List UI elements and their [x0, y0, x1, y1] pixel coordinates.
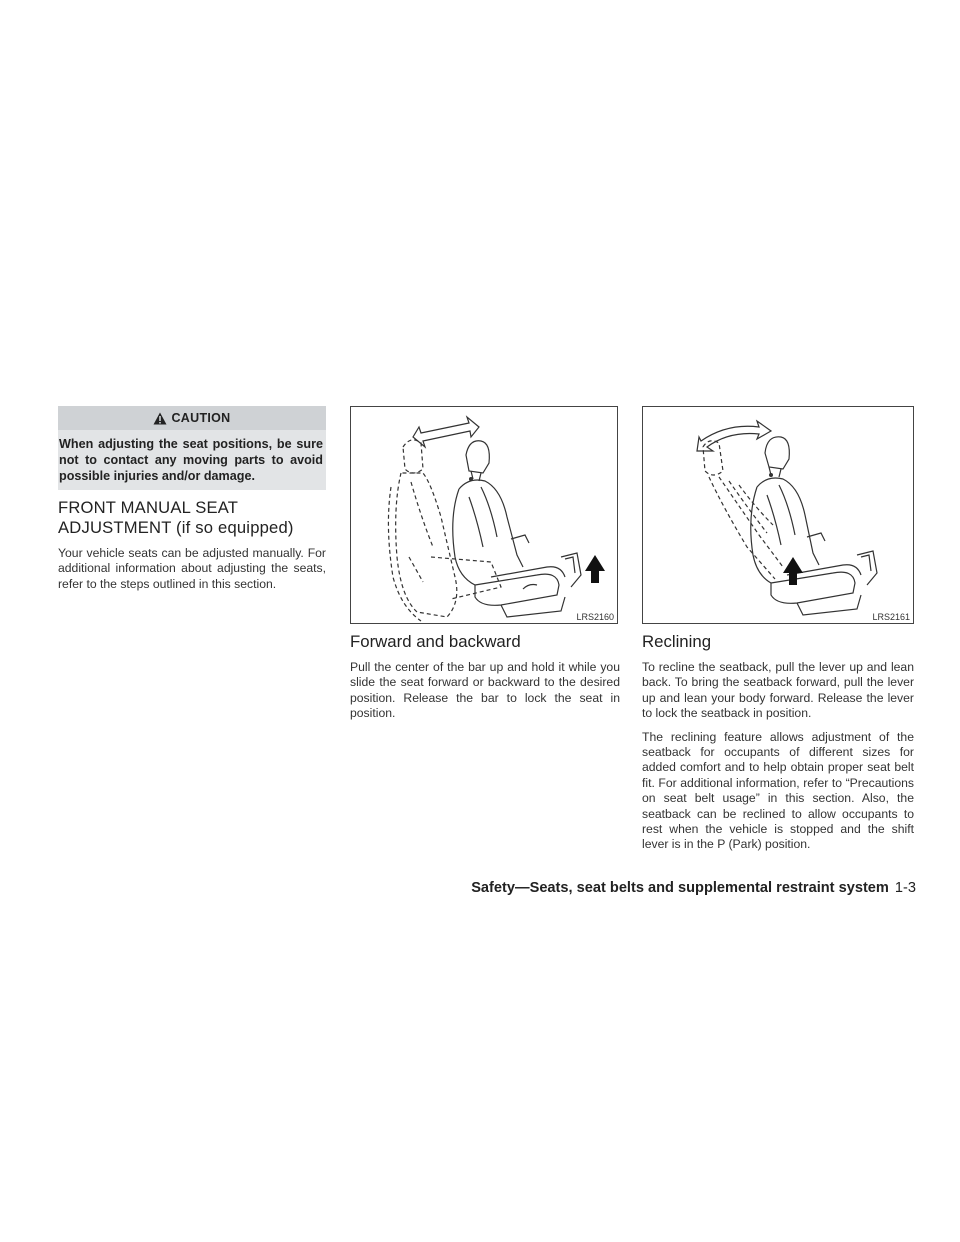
column-right: [642, 406, 914, 861]
forward-title: Forward and backward: [350, 632, 521, 651]
caution-label: CAUTION: [171, 411, 231, 425]
section-title-line2: ADJUSTMENT (if so equipped): [58, 518, 294, 537]
reclining-text-2: The reclining feature allows adjustment of the seatback for occupants of different sizes for added comfort and to help obtain proper seat belt fit. For additional information, refer to “Precautions on seat belt usage” in this section. Also, the seatback can be reclined to allow occupants to rest when the vehicle is stopped and the shift lever is in the P (Park) position.: [642, 729, 914, 852]
seat-slide-illustration: [351, 407, 619, 625]
warning-icon: [153, 412, 167, 425]
column-left: [58, 406, 326, 600]
column-middle: [350, 406, 620, 730]
seat-recline-illustration: [643, 407, 915, 625]
caution-header: [58, 406, 326, 430]
caution-text: When adjusting the seat positions, be sure not to contact any moving parts to avoid possible injuries and/or damage.: [59, 437, 323, 483]
figure-code: LRS2161: [872, 612, 910, 622]
reclining-text-1: To recline the seatback, pull the lever up and lean back. To bring the seatback forward, pull the lever up and lean your body forward. Release the lever to lock the seatback in position.: [642, 660, 914, 721]
page-number: 1-3: [894, 880, 916, 896]
figure-code: LRS2160: [576, 612, 614, 622]
figure-forward-backward: [350, 406, 618, 624]
section-title: [58, 498, 326, 538]
page-footer: [420, 880, 916, 896]
figure-reclining: [642, 406, 914, 624]
footer-title: Safety—Seats, seat belts and supplemental restraint system: [471, 880, 889, 896]
forward-text: Pull the center of the bar up and hold it while you slide the seat forward or backward to the desired position. Release the bar to lock the seat in position.: [350, 660, 620, 721]
reclining-title: Reclining: [642, 632, 712, 651]
section-title-line1: FRONT MANUAL SEAT: [58, 498, 239, 517]
section-intro: Your vehicle seats can be adjusted manually. For additional information about adjusting the seats, refer to the steps outlined in this section.: [58, 546, 326, 591]
caution-box: [58, 406, 326, 490]
